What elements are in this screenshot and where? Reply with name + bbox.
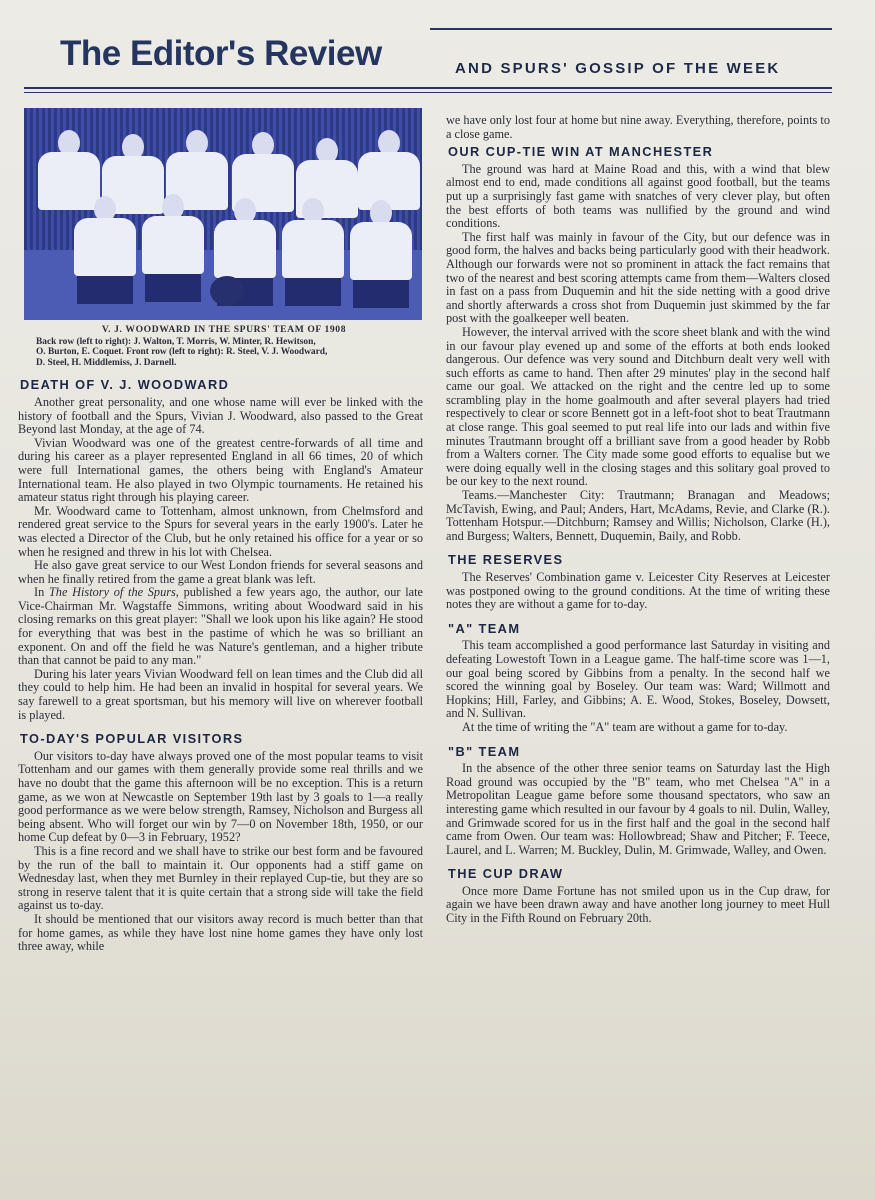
photo-caption-line: O. Burton, E. Coquet. Front row (left to right): R. Steel, V. J. Woodward,: [36, 347, 328, 358]
team-photo: [24, 108, 422, 320]
article-paragraph: Our visitors to-day have always proved one of the most popular teams to visit Tottenham and our games with them generally provide some real thrills and we have no doubt that the game this afternoon will be no exception. This is a return game, as we won at Newcastle on September 19th last by 3 goals to 1—a really good performance as we were below strength, Ramsey, Nicholson and Burgess all being absent. Who will forget our win by 7—0 on November 18th, 1950, or our home Cup defeat by 0—3 in February, 1952?: [18, 748, 423, 845]
masthead-rule-thin: [24, 92, 832, 93]
photo-caption-title: V. J. WOODWARD IN THE SPURS' TEAM OF 1908: [101, 324, 347, 335]
masthead-subtitle: AND SPURS' GOSSIP OF THE WEEK: [455, 60, 781, 77]
history-book-title: The History of the Spurs: [48, 585, 176, 600]
article-paragraph: This team accomplished a good performance last Saturday in visiting and defeating Lowestoft Town in a League game. The half-time score was 1—1, our goal being scored by Gibbins from a penalty. In the second half we scored the winning goal by Boseley. Our team was: Ward; Willmott and Hopkins; Hill, Farley, and Gibbins; A. E. Wood, Stokes, Boseley, Dowsett, and N. Sullivan.: [446, 638, 830, 721]
section-heading-b-team: "B" TEAM: [448, 743, 521, 759]
masthead-title: The Editor's Review: [60, 34, 382, 73]
article-paragraph: It should be mentioned that our visitors away record is much better than that for home games, as while they have lost nine home games they have only lost three away, while: [18, 911, 423, 954]
article-paragraph: Vivian Woodward was one of the greatest centre-forwards of all time and during his career as a player represented England in all 66 times, 20 of which were full International games, the others being with England's Amateur International team. He also played in two Olympic tournaments. He retained his amateur status right through his playing career.: [18, 435, 423, 505]
section-heading-death: DEATH OF V. J. WOODWARD: [20, 377, 230, 393]
article-paragraph-history: [18, 586, 423, 668]
photo-caption-line: D. Steel, H. Middlemiss, J. Darnell.: [36, 357, 177, 368]
article-paragraph: Teams.—Manchester City: Trautmann; Branagan and Meadows; McTavish, Ewing, and Paul; Anders, Hart, McAdams, Revie, and Clarke (R.). Tottenham Hotspur.—Ditchburn; Ramsey and Willis; Nicholson, Clarke (H.), and Burgess; Walters, Bennett, Duquemin, Baily, and Robb.: [446, 488, 830, 543]
section-heading-cup-draw: THE CUP DRAW: [448, 866, 564, 882]
article-paragraph: Once more Dame Fortune has not smiled upon us in the Cup draw, for again we have been drawn away and have another long journey to meet Hull City in the Fifth Round on February 20th.: [446, 883, 830, 926]
section-heading-reserves: THE RESERVES: [448, 552, 564, 568]
right-column: [446, 114, 830, 926]
article-paragraph: Another great personality, and one whose name will ever be linked with the history of football and the Spurs, Vivian J. Woodward, also passed to the Great Beyond last Monday, at the age of 74.: [18, 394, 423, 437]
photo-football: [210, 276, 244, 306]
article-paragraph: The first half was mainly in favour of the City, but our defence was in good form, the halves and backs being particularly good with their headwork. Although our forwards were not so prominent in attack the fact remains that two of the nearest and best scoring attempts came from them—Walters closed in fast on a pass from Duquemin and hit the side netting with a good drive and shortly afterwards a cross shot from Duquemin just skimmed by the far post with the goalkeeper well beaten.: [446, 229, 830, 326]
section-heading-visitors: TO-DAY'S POPULAR VISITORS: [20, 731, 244, 747]
history-pre: In: [34, 585, 49, 600]
photo-caption-line: Back row (left to right): J. Walton, T. Morris, W. Minter, R. Hewitson,: [36, 336, 316, 347]
masthead: [30, 26, 845, 96]
article-paragraph: Mr. Woodward came to Tottenham, almost unknown, from Chelmsford and rendered great service to the Spurs for several years in the early 1900's. Later he was elected a Director of the Club, but he only retained his office for a year or so when he resigned and threw in his lot with Chelsea.: [18, 503, 423, 559]
section-heading-cuptie: OUR CUP-TIE WIN AT MANCHESTER: [448, 144, 714, 160]
article-paragraph: During his later years Vivian Woodward fell on lean times and the Club did all they could to help him. He had been an invalid in hospital for several years. We say farewell to a great sportsman, but his memory will live on wherever football is played.: [18, 666, 423, 722]
article-paragraph: He also gave great service to our West London friends for several seasons and when he finally retired from the game a great blank was left.: [18, 558, 423, 586]
article-paragraph: At the time of writing the "A" team are without a game for to-day.: [462, 719, 788, 734]
article-paragraph: This is a fine record and we shall have to strike our best form and be favoured by the run of the ball to maintain it. Our opponents had a stiff game on Wednesday last, when they met Burnley in their replayed Cup-tie, but they are so strong in reserve talent that it is quite certain that a strong side will take the field against us to-day.: [18, 843, 423, 913]
history-post: , published a few years ago, the author, our late Vice-Chairman Mr. Wagstaffe Simmons, writing about Woodward said in his closing remarks on this great player: "Shall we look upon his like again? He stood for everything that was best in the pastime of which he was so brilliant an exponent. On and off the field he was Nature's gentleman, and a higher tribute than that cannot be paid to any man.": [18, 585, 423, 668]
article-paragraph: The Reserves' Combination game v. Leicester City Reserves at Leicester was postponed owing to the ground conditions. At the time of writing these notes they are without a game for to-day.: [446, 570, 830, 612]
section-heading-a-team: "A" TEAM: [448, 620, 521, 636]
photo-caption: [24, 325, 424, 368]
masthead-rule: [24, 87, 832, 89]
article-paragraph: However, the interval arrived with the score sheet blank and with the wind in our favour play evened up and some of the efforts at both ends looked dangerous. Our defence was very sound and Ditchburn dealt very well with such efforts as came to hand. Then after 29 minutes' play in the second half came our goal. We attacked on the right and the centre led up to some scrambling play in the home goalmouth and after several players had tried respectively to clear or score Bennett got in a left-foot shot to beat Trautmann at close range. This goal seemed to put real life into our lads and within five minutes Trautmann brought off a brilliant save from a good header by Robb from a Walters corner. The City made some good efforts to equalise but we were doing equally well in the closing stages and this solitary goal proved to be our key to the next round.: [446, 324, 830, 489]
continued-paragraph: we have only lost four at home but nine away. Everything, therefore, points to a close game.: [446, 113, 830, 141]
left-column: [18, 108, 423, 954]
article-paragraph: In the absence of the other three senior teams on Saturday last the High Road ground was occupied by the "B" team, who met Chelsea "A" in a Metropolitan League game before some thousand spectators, who saw an interesting game which resulted in our favour by 4 goals to nil. Dulin, Walley, and Grimwade scored for us in the first half and the goal in the second half came from Owen. Our team was: Hollowbread; Shaw and Pitcher; F. Teece, Laurel, and L. Warren; M. Buckley, Dulin, M. Grimwade, Walley, and Owen.: [446, 761, 830, 857]
article-paragraph: The ground was hard at Maine Road and this, with a wind that blew almost end to end, made conditions all against good football, but the teams put up a surprisingly fast game with snatches of very clever play, but often the best efforts of both teams was nullified by the ground and wind conditions.: [446, 161, 830, 231]
